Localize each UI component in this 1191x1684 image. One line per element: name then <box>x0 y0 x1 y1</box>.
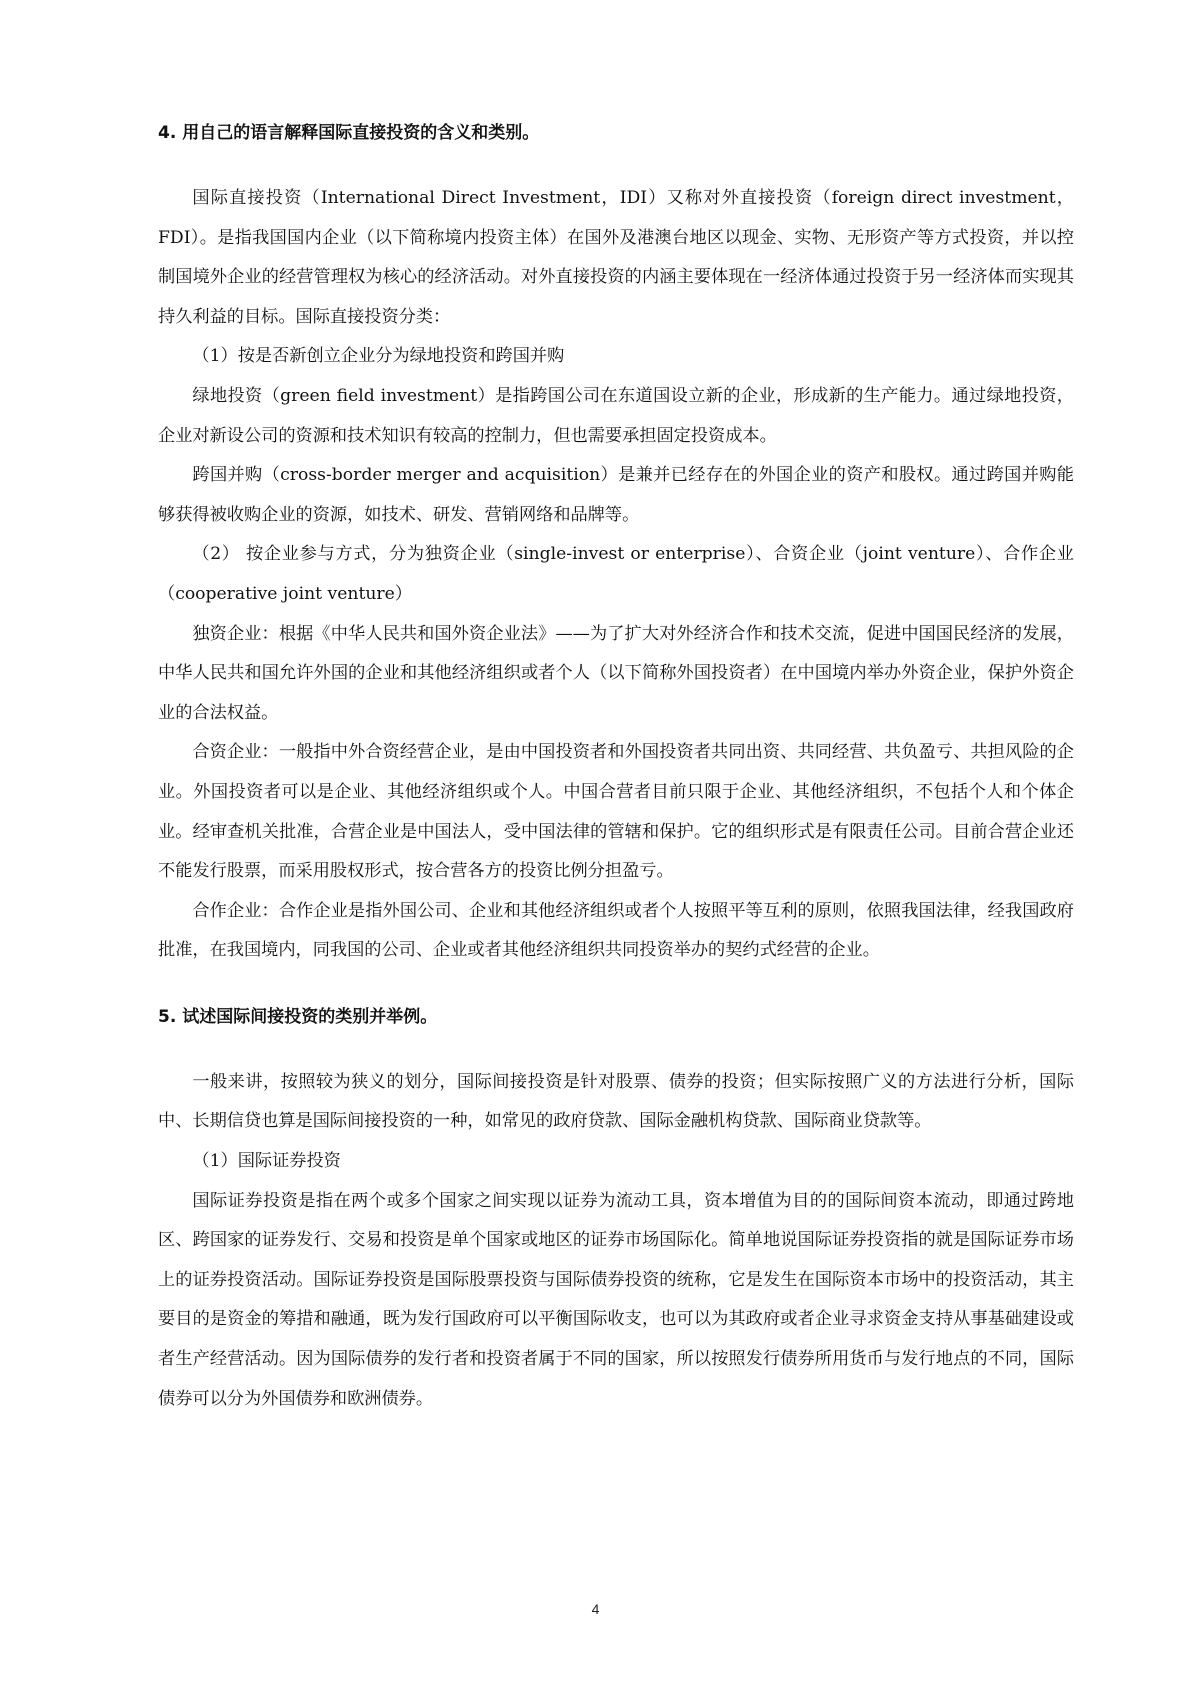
paragraph: 跨国并购（cross-border merger and acquisition）是兼并已经存在的外国企业的资产和股权。通过跨国并购能够获得被收购企业的资源，如技术、研发、营销网络和品牌等。 <box>158 465 1074 525</box>
paragraph: （2） 按企业参与方式，分为独资企业（single-invest or enterprise）、合资企业（joint venture）、合作企业（cooperative joint venture） <box>158 544 1074 604</box>
paragraph: 国际证券投资是指在两个或多个国家之间实现以证券为流动工具，资本增值为目的的国际间资本流动，即通过跨地区、跨国家的证券发行、交易和投资是单个国家或地区的证券市场国际化。简单地说国际证券投资指的就是国际证券市场上的证券投资活动。国际证券投资是国际股票投资与国际债券投资的统称，它是发生在国际资本市场中的投资活动，其主要目的是资金的筹措和融通，既为发行国政府可以平衡国际收支，也可以为其政府或者企业寻求资金支持从事基础建设或者生产经营活动。因为国际债券的发行者和投资者属于不同的国家，所以按照发行债券所用货币与发行地点的不同，国际债券可以分为外国债券和欧洲债券。 <box>158 1190 1074 1409</box>
paragraph: （1）按是否新创立企业分为绿地投资和跨国并购 <box>192 346 565 367</box>
paragraph: 绿地投资（green field investment）是指跨国公司在东道国设立新的企业，形成新的生产能力。通过绿地投资，企业对新设公司的资源和技术知识有较高的控制力，但也需要承担固定投资成本。 <box>158 385 1074 446</box>
paragraph: 一般来讲，按照较为狭义的划分，国际间接投资是针对股票、债券的投资；但实际按照广义的方法进行分析，国际中、长期信贷也算是国际间接投资的一种，如常见的政府贷款、国际金融机构贷款、国际商业贷款等。 <box>158 1071 1074 1132</box>
page-content <box>158 113 1074 1419</box>
page-number: 4 <box>591 1601 600 1617</box>
paragraph: 独资企业：根据《中华人民共和国外资企业法》——为了扩大对外经济合作和技术交流，促进中国国民经济的发展，中华人民共和国允许外国的企业和其他经济组织或者个人（以下简称外国投资者）在中国境内举办外资企业，保护外资企业的合法权益。 <box>158 623 1074 723</box>
section-4-heading: 4. 用自己的语言解释国际直接投资的含义和类别。 <box>158 123 540 143</box>
section-5-heading: 5. 试述国际间接投资的类别并举例。 <box>158 1006 438 1027</box>
paragraph: 国际直接投资（International Direct Investment，IDI）又称对外直接投资（foreign direct investment，FDI）。是指我国国内企业（以下简称境内投资主体）在国外及港澳台地区以现金、实物、无形资产等方式投资，并以控制国境外企业的经营管理权为核心的经济活动。对外直接投资的内涵主要体现在一经济体通过投资于另一经济体而实现其持久利益的目标。国际直接投资分类： <box>158 188 1074 327</box>
paragraph: （1）国际证券投资 <box>192 1151 341 1172</box>
section-5-body <box>158 1063 1074 1419</box>
section-4-body <box>158 179 1074 971</box>
paragraph: 合作企业：合作企业是指外国公司、企业和其他经济组织或者个人按照平等互利的原则，依照我国法律，经我国政府批准，在我国境内，同我国的公司、企业或者其他经济组织共同投资举办的契约式经营的企业。 <box>158 900 1074 961</box>
paragraph: 合资企业：一般指中外合资经营企业，是由中国投资者和外国投资者共同出资、共同经营、共负盈亏、共担风险的企业。外国投资者可以是企业、其他经济组织或个人。中国合营者目前只限于企业、其他经济组织，不包括个人和个体企业。经审查机关批准，合营企业是中国法人，受中国法律的管辖和保护。它的组织形式是有限责任公司。目前合营企业还不能发行股票，而采用股权形式，按合营各方的投资比例分担盈亏。 <box>158 742 1074 882</box>
